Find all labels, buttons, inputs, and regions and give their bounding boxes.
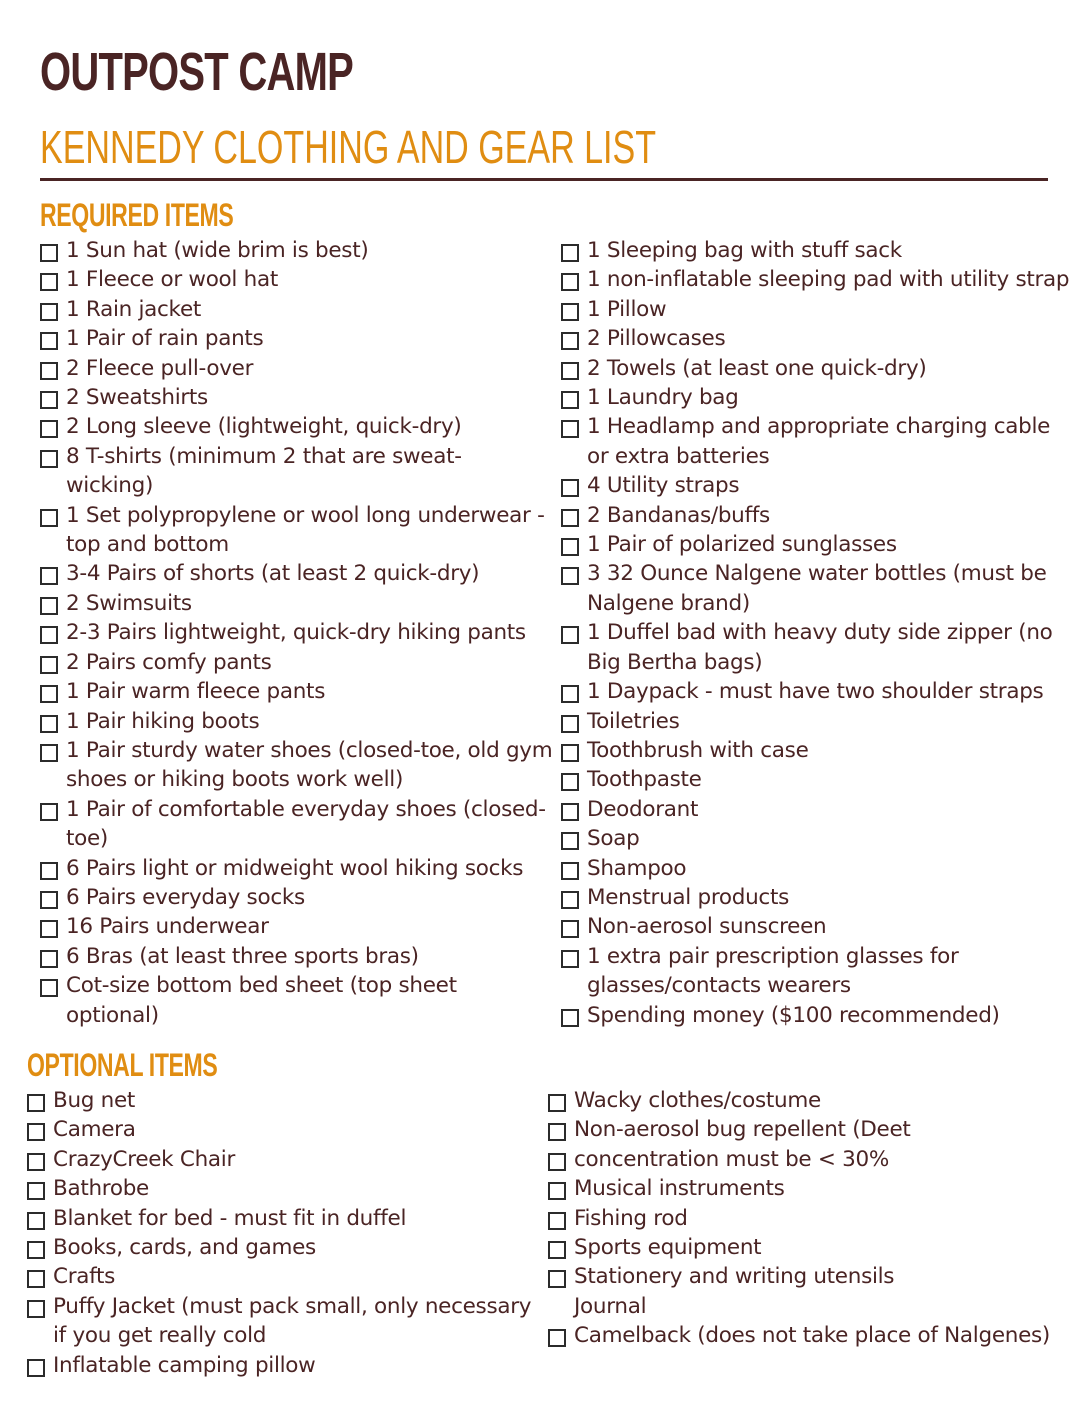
checklist-item [561, 707, 1069, 736]
checklist-item-label: 6 Bras (at least three sports bras) [66, 943, 419, 969]
checklist-item-label: 8 T-shirts (minimum 2 that are sweat- [66, 443, 462, 469]
checklist-item-label: Non-aerosol sunscreen [587, 914, 827, 940]
checkbox-icon[interactable] [27, 1153, 45, 1171]
checklist-item-label: Shampoo [587, 855, 687, 881]
checklist-item-label: 2-3 Pairs lightweight, quick-dry hiking pants [66, 620, 526, 646]
checkbox-icon[interactable] [40, 244, 58, 262]
checkbox-icon[interactable] [40, 744, 58, 762]
checklist-item-label: Journal [574, 1293, 647, 1319]
checklist-item-label: Big Bertha bags) [587, 649, 763, 675]
checklist-item [40, 295, 552, 324]
checklist-item [27, 1115, 531, 1144]
checklist-item [561, 265, 1069, 294]
checkbox-icon[interactable] [561, 273, 579, 291]
checklist-item [40, 354, 552, 383]
checkbox-icon[interactable] [40, 950, 58, 968]
checklist-item-label: 1 Pair of polarized sunglasses [587, 532, 897, 558]
checklist-item-label: 16 Pairs underwear [66, 914, 269, 940]
checkbox-icon[interactable] [561, 391, 579, 409]
checklist-item-label: 1 Daypack - must have two shoulder straps [587, 679, 1044, 705]
checklist-item [548, 1233, 1050, 1262]
checklist-item-label: Toiletries [587, 708, 680, 734]
checklist-item [561, 324, 1069, 353]
checkbox-icon[interactable] [40, 979, 58, 997]
checkbox-icon[interactable] [40, 362, 58, 380]
checklist-item [561, 354, 1069, 383]
checklist-item-label: Cot-size bottom bed sheet (top sheet [66, 973, 457, 999]
checkbox-icon[interactable] [548, 1182, 566, 1200]
checklist-item-label: Books, cards, and games [53, 1235, 316, 1261]
checkbox-icon[interactable] [548, 1094, 566, 1112]
checklist-item-label: glasses/contacts wearers [587, 973, 851, 999]
checkbox-icon[interactable] [548, 1153, 566, 1171]
checklist-item [27, 1262, 531, 1291]
checklist-item-label: 1 Pair hiking boots [66, 708, 260, 734]
checklist-item [561, 618, 1069, 677]
checkbox-icon[interactable] [40, 715, 58, 733]
checklist-item [40, 883, 552, 912]
checkbox-icon[interactable] [40, 862, 58, 880]
title-divider [40, 178, 1048, 181]
checklist-item-label: 3 32 Ounce Nalgene water bottles (must be [587, 561, 1047, 587]
checklist-item [40, 677, 552, 706]
checkbox-icon[interactable] [561, 567, 579, 585]
checkbox-icon[interactable] [561, 920, 579, 938]
checklist-item [40, 942, 552, 971]
checklist-item [561, 824, 1069, 853]
checkbox-icon[interactable] [561, 1009, 579, 1027]
checkbox-icon[interactable] [561, 685, 579, 703]
checkbox-icon[interactable] [548, 1270, 566, 1288]
checklist-item-label: Deodorant [587, 796, 699, 822]
checklist-item-label: Camelback (does not take place of Nalgenes) [574, 1323, 1050, 1349]
checklist-item [548, 1115, 1050, 1144]
checklist-item-label: 1 Sleeping bag with stuff sack [587, 238, 902, 263]
checkbox-icon[interactable] [40, 803, 58, 821]
checkbox-icon[interactable] [40, 450, 58, 468]
checkbox-icon[interactable] [40, 332, 58, 350]
checklist-item [40, 559, 552, 588]
checkbox-icon[interactable] [561, 362, 579, 380]
checklist-item [548, 1204, 1050, 1233]
checklist-item [40, 648, 552, 677]
checklist-item-label: 1 Duffel bad with heavy duty side zipper (no [587, 620, 1053, 646]
checkbox-icon[interactable] [561, 479, 579, 497]
checkbox-icon[interactable] [40, 420, 58, 438]
checklist-item-label: Non-aerosol bug repellent (Deet [574, 1117, 911, 1143]
checklist-item-label: 2 Towels (at least one quick-dry) [587, 355, 927, 381]
checklist-item [40, 412, 552, 441]
required-items-heading: REQUIRED ITEMS [40, 197, 234, 233]
checklist-item-label: 1 Sun hat (wide brim is best) [66, 238, 369, 263]
checklist-item-label: 3-4 Pairs of shorts (at least 2 quick-dry) [66, 561, 480, 587]
checkbox-icon[interactable] [548, 1212, 566, 1230]
checkbox-icon[interactable] [40, 656, 58, 674]
checkbox-icon[interactable] [27, 1270, 45, 1288]
checklist-item-label: 1 Pair of comfortable everyday shoes (closed- [66, 796, 546, 822]
checklist-item [548, 1321, 1050, 1350]
checkbox-icon[interactable] [561, 332, 579, 350]
checkbox-icon[interactable] [561, 744, 579, 762]
checklist-item [561, 883, 1069, 912]
checklist-item [27, 1233, 531, 1262]
checkbox-icon[interactable] [40, 626, 58, 644]
checklist-item-label: top and bottom [66, 532, 229, 558]
checklist-item-label: 1 Pillow [587, 296, 667, 322]
checklist-item [561, 765, 1069, 794]
checklist-item [561, 412, 1069, 471]
checklist-item-label: or extra batteries [587, 443, 770, 469]
required-items-left-list [40, 236, 552, 1030]
checkbox-icon[interactable] [561, 803, 579, 821]
checklist-item-label: 1 Fleece or wool hat [66, 267, 278, 293]
checkbox-icon[interactable] [561, 420, 579, 438]
checklist-item [40, 589, 552, 618]
checkbox-icon[interactable] [561, 891, 579, 909]
checklist-item-label: if you get really cold [53, 1323, 267, 1349]
checklist-item [40, 265, 552, 294]
checklist-item [561, 795, 1069, 824]
optional-items-right-list [548, 1086, 1050, 1351]
checkbox-icon[interactable] [561, 509, 579, 527]
optional-items-heading: OPTIONAL ITEMS [27, 1047, 218, 1083]
checklist-item [561, 236, 1069, 265]
checklist-item [27, 1351, 531, 1380]
checklist-item [40, 736, 552, 795]
checkbox-icon[interactable] [561, 862, 579, 880]
checkbox-icon[interactable] [561, 303, 579, 321]
checklist-item-label: Bug net [53, 1088, 136, 1113]
checklist-item-label: 1 Pair warm fleece pants [66, 679, 326, 705]
checklist-item-label: 1 extra pair prescription glasses for [587, 943, 959, 969]
checklist-item-label: Fishing rod [574, 1205, 688, 1231]
checklist-item-label: Soap [587, 826, 640, 852]
checklist-item [40, 854, 552, 883]
checklist-item [27, 1086, 531, 1115]
checkbox-icon[interactable] [561, 773, 579, 791]
checkbox-icon[interactable] [27, 1212, 45, 1230]
checklist-item-label: Puffy Jacket (must pack small, only necessary [53, 1293, 532, 1319]
checklist-item [40, 383, 552, 412]
checklist-item-label: Musical instruments [574, 1176, 785, 1202]
checklist-item [561, 912, 1069, 941]
checklist-item-label: Inflatable camping pillow [53, 1352, 316, 1378]
checklist-item [548, 1174, 1050, 1203]
checklist-item-label: 1 Set polypropylene or wool long underwear - [66, 502, 545, 528]
checklist-item-label: 2 Bandanas/buffs [587, 502, 770, 528]
checklist-item [548, 1145, 1050, 1174]
optional-items-left-list [27, 1086, 531, 1380]
checklist-item [561, 295, 1069, 324]
checklist-item-label: 1 Pair sturdy water shoes (closed-toe, old gym [66, 737, 553, 763]
checklist-item [561, 383, 1069, 412]
checklist-item [40, 236, 552, 265]
checklist-item [40, 324, 552, 353]
checkbox-icon[interactable] [40, 391, 58, 409]
checklist-item-label: Menstrual products [587, 884, 789, 910]
checklist-item [27, 1174, 531, 1203]
checkbox-icon[interactable] [27, 1300, 45, 1318]
checklist-item-label: 2 Sweatshirts [66, 385, 208, 411]
checklist-item-label: 1 non-inflatable sleeping pad with utility strap [587, 267, 1070, 293]
checkbox-icon[interactable] [40, 920, 58, 938]
checklist-item-label: 1 Laundry bag [587, 385, 739, 411]
checklist-item [40, 971, 552, 1030]
checklist-item-label: Stationery and writing utensils [574, 1264, 895, 1290]
checkbox-icon[interactable] [27, 1182, 45, 1200]
checklist-item [27, 1145, 531, 1174]
checklist-item [561, 942, 1069, 1001]
checkbox-icon[interactable] [40, 509, 58, 527]
checklist-item [561, 677, 1069, 706]
checkbox-icon[interactable] [561, 538, 579, 556]
checkbox-icon[interactable] [548, 1329, 566, 1347]
checklist-item-label: Wacky clothes/costume [574, 1088, 821, 1113]
checkbox-icon[interactable] [40, 597, 58, 615]
checklist-item [40, 442, 552, 501]
checklist-item-label: Toothbrush with case [587, 737, 809, 763]
checklist-item-label: CrazyCreek Chair [53, 1146, 235, 1172]
checklist-item-label: 6 Pairs everyday socks [66, 884, 305, 910]
checklist-item [561, 736, 1069, 765]
checklist-item [40, 618, 552, 647]
checkbox-icon[interactable] [561, 832, 579, 850]
page-title: OUTPOST CAMP [40, 42, 354, 102]
checklist-item-label: concentration must be < 30% [574, 1146, 890, 1172]
checklist-item-label: shoes or hiking boots work well) [66, 767, 404, 793]
checklist-item [561, 559, 1069, 618]
checklist-item-label: 6 Pairs light or midweight wool hiking socks [66, 855, 524, 881]
checklist-item-label: Camera [53, 1117, 136, 1143]
checklist-item [561, 530, 1069, 559]
checklist-item-label: 2 Pillowcases [587, 326, 726, 352]
checklist-item-label: 2 Long sleeve (lightweight, quick-dry) [66, 414, 462, 440]
checkbox-icon[interactable] [27, 1123, 45, 1141]
checkbox-icon[interactable] [548, 1123, 566, 1141]
checklist-item [561, 1001, 1069, 1030]
checkbox-icon[interactable] [561, 626, 579, 644]
checklist-item-label: 1 Rain jacket [66, 296, 201, 322]
checkbox-icon[interactable] [561, 244, 579, 262]
checkbox-icon[interactable] [548, 1241, 566, 1259]
required-items-right-list [561, 236, 1069, 1030]
checkbox-icon[interactable] [40, 303, 58, 321]
checklist-item-label: Spending money ($100 recommended) [587, 1002, 1000, 1028]
checklist-item-label: wicking) [66, 473, 154, 499]
checklist-item-label: Toothpaste [587, 767, 702, 793]
checklist-item [40, 912, 552, 941]
checkbox-icon[interactable] [27, 1241, 45, 1259]
checklist-item-label: 2 Fleece pull-over [66, 355, 254, 381]
checklist-item [40, 707, 552, 736]
checkbox-icon[interactable] [40, 567, 58, 585]
checkbox-icon[interactable] [561, 950, 579, 968]
checklist-item-label: 1 Headlamp and appropriate charging cable [587, 414, 1051, 440]
checklist-item-label: 2 Pairs comfy pants [66, 649, 272, 675]
checkbox-icon[interactable] [27, 1094, 45, 1112]
checklist-item [27, 1292, 531, 1351]
checklist-item-label: Sports equipment [574, 1235, 762, 1261]
checklist-item [40, 501, 552, 560]
checkbox-icon[interactable] [40, 273, 58, 291]
checkbox-icon[interactable] [27, 1359, 45, 1377]
checklist-item-label: toe) [66, 826, 108, 852]
checklist-item-label: Nalgene brand) [587, 590, 750, 616]
checklist-item [561, 854, 1069, 883]
checklist-item [548, 1262, 1050, 1321]
checklist-item-label: 4 Utility straps [587, 473, 740, 499]
checklist-item [561, 471, 1069, 500]
page-subtitle: KENNEDY CLOTHING AND GEAR LIST [40, 121, 657, 173]
checkbox-icon[interactable] [40, 891, 58, 909]
checklist-item-label: Bathrobe [53, 1176, 149, 1202]
checklist-item [40, 795, 552, 854]
checklist-item [561, 501, 1069, 530]
checklist-item-label: Crafts [53, 1264, 116, 1290]
checklist-item-label: 2 Swimsuits [66, 590, 192, 616]
checklist-item-label: Blanket for bed - must fit in duffel [53, 1205, 407, 1231]
checklist-item [27, 1204, 531, 1233]
checklist-item [548, 1086, 1050, 1115]
checkbox-icon[interactable] [561, 715, 579, 733]
checkbox-icon[interactable] [40, 685, 58, 703]
checklist-item-label: 1 Pair of rain pants [66, 326, 264, 352]
checklist-item-label: optional) [66, 1002, 159, 1028]
